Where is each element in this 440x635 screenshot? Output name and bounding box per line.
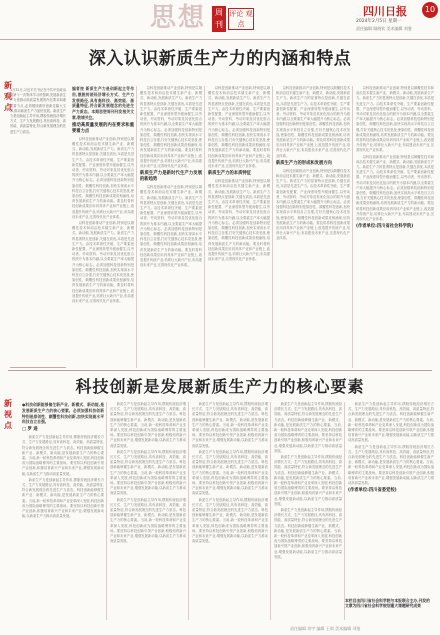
article1-body-1b: 以科技创新推动产业创新,特别是以颠覆性技术和前沿技术催生新产业、新模式、新动能,发展新质生产力。新质生产力的显著特点是创新,关键在质优,本质是先进生产力。由技术革命性突破、生产要素创新性配置、产业深度转型升级而催生,以劳动者、劳动资料、劳动对象及其优化组合的跃升为基本内涵,以全要素生产率大幅提升为核心标志。必须加强科技创新特别是原创性、颠覆性科技创新,加快实现高水平科技自立自强,打好关键核心技术攻坚战,使原创性、颠覆性科技创新成果竞相涌现,培育发展新质生产力的新动能。要及时将科技创新成果应用到具体产业和产业链上,改造提升传统产业,培育壮大新兴产业,布局建设未来产业,完善现代化产业体系。 — [72, 221, 134, 304]
column-divider — [272, 86, 273, 368]
article1-body-4: 以科技创新推动产业创新,特别是以颠覆性技术和前沿技术催生新产业、新模式、新动能,发展新质生产力。新质生产力的显著特点是创新,关键在质优,本质是先进生产力。由技术革命性突破、生产要素创新性配置、产业深度转型升级而催生,以劳动者、劳动资料、劳动对象及其优化组合的跃升为基本内涵,以全要素生产率大幅提升为核心标志。必须加强科技创新特别是原创性、颠覆性科技创新,加快实现高水平科技自立自强,打好关键核心技术攻坚战,使原创性、颠覆性科技创新成果竞相涌现,培育发展新质生产力的新动能。要及时将科技创新成果应用到具体产业和产业链上,改造提升传统产业,培育壮大新兴产业,布局建设未来产业,完善现代化产业体系。 — [276, 86, 350, 158]
article1-sidebar — [10, 88, 66, 368]
section-divider — [8, 370, 432, 371]
page-header — [0, 0, 440, 40]
article2-body-2: 新质生产力是创新起主导作用,摆脱传统经济增长方式、生产力发展路径,具有高科技、高效能、高质量特征,符合新发展理念的先进生产力质态。科技创新能够催生新产业、新模式、新动能,是发展新质生产力的核心要素。当前,新一轮科技革命和产业变革深入发展,科技创新成为国际战略博弈的主要战场。要坚持以科技创新引领产业创新,积极培育新兴产业和未来产业,增强发展新动能,以新质生产力推动高质量发展。 — [110, 402, 186, 448]
article1-body-3b: 以科技创新推动产业创新,特别是以颠覆性技术和前沿技术催生新产业、新模式、新动能,发展新质生产力。新质生产力的显著特点是创新,关键在质优,本质是先进生产力。由技术革命性突破、生产要素创新性配置、产业深度转型升级而催生,以劳动者、劳动资料、劳动对象及其优化组合的跃升为基本内涵,以全要素生产率大幅提升为核心标志。必须加强科技创新特别是原创性、颠覆性科技创新,加快实现高水平科技自立自强,打好关键核心技术攻坚战,使原创性、颠覆性科技创新成果竞相涌现,培育发展新质生产力的新动能。要及时将科技创新成果应用到具体产业和产业链上,改造提升传统产业,培育壮大新兴产业,布局建设未来产业,完善现代化产业体系。 — [208, 179, 270, 262]
article1-closing: (作者单位:四川省社会科学院) — [356, 224, 414, 230]
article2-column-4 — [274, 402, 342, 620]
column-divider — [270, 402, 271, 620]
article1-body-2: 以科技创新推动产业创新,特别是以颠覆性技术和前沿技术催生新产业、新模式、新动能,发展新质生产力。新质生产力的显著特点是创新,关键在质优,本质是先进生产力。由技术革命性突破、生产要素创新性配置、产业深度转型升级而催生,以劳动者、劳动资料、劳动对象及其优化组合的跃升为基本内涵,以全要素生产率大幅提升为核心标志。必须加强科技创新特别是原创性、颠覆性科技创新,加快实现高水平科技自立自强,打好关键核心技术攻坚战,使原创性、颠覆性科技创新成果竞相涌现,培育发展新质生产力的新动能。要及时将科技创新成果应用到具体产业和产业链上,改造提升传统产业,培育壮大新兴产业,布局建设未来产业,完善现代化产业体系。 — [140, 86, 202, 169]
article1-body-4b: 以科技创新推动产业创新,特别是以颠覆性技术和前沿技术催生新产业、新模式、新动能,发展新质生产力。新质生产力的显著特点是创新,关键在质优,本质是先进生产力。由技术革命性突破、生产要素创新性配置、产业深度转型升级而催生,以劳动者、劳动资料、劳动对象及其优化组合的跃升为基本内涵,以全要素生产率大幅提升为核心标志。必须加强科技创新特别是原创性、颠覆性科技创新,加快实现高水平科技自立自强,打好关键核心技术攻坚战,使原创性、颠覆性科技创新成果竞相涌现,培育发展新质生产力的新动能。要及时将科技创新成果应用到具体产业和产业链上,改造提升传统产业,培育壮大新兴产业,布局建设未来产业,完善现代化产业体系。 — [276, 168, 350, 241]
article1-body-1: 以科技创新推动产业创新,特别是以颠覆性技术和前沿技术催生新产业、新模式、新动能,发展新质生产力。新质生产力的显著特点是创新,关键在质优,本质是先进生产力。由技术革命性突破、生产要素创新性配置、产业深度转型升级而催生,以劳动者、劳动资料、劳动对象及其优化组合的跃升为基本内涵,以全要素生产率大幅提升为核心标志。必须加强科技创新特别是原创性、颠覆性科技创新,加快实现高水平科技自立自强,打好关键核心技术攻坚战,使原创性、颠覆性科技创新成果竞相涌现,培育发展新质生产力的新动能。要及时将科技创新成果应用到具体产业和产业链上,改造提升传统产业,培育壮大新兴产业,布局建设未来产业,完善现代化产业体系。 — [72, 136, 134, 219]
article2-author: □ 罗 进 — [22, 427, 38, 433]
article2-column-3 — [192, 402, 268, 620]
column-divider — [344, 402, 345, 620]
article2-body-1b: 新质生产力是创新起主导作用,摆脱传统经济增长方式、生产力发展路径,具有高科技、高效能、高质量特征,符合新发展理念的先进生产力质态。科技创新能够催生新产业、新模式、新动能,是发展新质生产力的核心要素。当前,新一轮科技革命和产业变革深入发展,科技创新成为国际战略博弈的主要战场。要坚持以科技创新引领产业创新,积极培育新兴产业和未来产业,增强发展新动能,以新质生产力推动高质量发展。 — [22, 477, 104, 519]
page-footer: 责任编辑 刘宇 编辑 王琪 美术编辑 刘鉴 — [290, 626, 361, 631]
issue-date: 2024年2月5日 星期一 — [356, 19, 402, 24]
masthead-title: 思想 — [150, 3, 207, 33]
article2-closing: (作者单位:四川省委党校) — [348, 488, 397, 494]
article1-sidebar-text: 1月31日,习近平总书记在中共中央政治局第十一次集体学习时强调,发展新质生产力是推动高质量发展的内在要求和重要着力点,必须继续做好创新这篇大文章,推动新质生产力加快发展。新质生产力是创新起主导作用,摆脱传统经济增长方式、生产力发展路径,具有高科技、高效能、高质量特征,符合新发展理念的先进生产力质态。 — [10, 88, 66, 134]
newspaper-name: 四川日报 — [363, 5, 407, 18]
article1-subhead-4: 新质生产力的形成和发展方向 — [276, 160, 332, 166]
article2-body-4b: 新质生产力是创新起主导作用,摆脱传统经济增长方式、生产力发展路径,具有高科技、高效能、高质量特征,符合新发展理念的先进生产力质态。科技创新能够催生新产业、新模式、新动能,是发展新质生产力的核心要素。当前,新一轮科技革命和产业变革深入发展,科技创新成为国际战略博弈的主要战场。要坚持以科技创新引领产业创新,积极培育新兴产业和未来产业,增强发展新动能,以新质生产力推动高质量发展。 — [274, 455, 342, 506]
article1-body-5b: 以科技创新推动产业创新,特别是以颠覆性技术和前沿技术催生新产业、新模式、新动能,发展新质生产力。新质生产力的显著特点是创新,关键在质优,本质是先进生产力。由技术革命性突破、生产要素创新性配置、产业深度转型升级而催生,以劳动者、劳动资料、劳动对象及其优化组合的跃升为基本内涵,以全要素生产率大幅提升为核心标志。必须加强科技创新特别是原创性、颠覆性科技创新,加快实现高水平科技自立自强,打好关键核心技术攻坚战,使原创性、颠覆性科技创新成果竞相涌现,培育发展新质生产力的新动能。要及时将科技创新成果应用到具体产业和产业链上,改造提升传统产业,培育壮大新兴产业,布局建设未来产业,完善现代化产业体系。 — [356, 154, 434, 222]
article2-body-4: 新质生产力是创新起主导作用,摆脱传统经济增长方式、生产力发展路径,具有高科技、高效能、高质量特征,符合新发展理念的先进生产力质态。科技创新能够催生新产业、新模式、新动能,是发展新质生产力的核心要素。当前,新一轮科技革命和产业变革深入发展,科技创新成为国际战略博弈的主要战场。要坚持以科技创新引领产业创新,积极培育新兴产业和未来产业,增强发展新动能,以新质生产力推动高质量发展。 — [274, 402, 342, 453]
article1-column-5 — [356, 86, 434, 368]
page-number-badge: 10 — [422, 2, 438, 18]
article1-subhead-1: 推动高质量发展的内在要求和重要着力点 — [72, 122, 134, 134]
article2-body-2c: 新质生产力是创新起主导作用,摆脱传统经济增长方式、生产力发展路径,具有高科技、高效能、高质量特征,符合新发展理念的先进生产力质态。科技创新能够催生新产业、新模式、新动能,是发展新质生产力的核心要素。当前,新一轮科技革命和产业变革深入发展,科技创新成为国际战略博弈的主要战场。要坚持以科技创新引领产业创新,积极培育新兴产业和未来产业,增强发展新动能,以新质生产力推动高质量发展。 — [110, 497, 186, 544]
article1-subhead-2: 新质生产力是新时代生产力发展的新趋势 — [140, 171, 202, 183]
column-divider — [188, 402, 189, 620]
article2-body-2b: 新质生产力是创新起主导作用,摆脱传统经济增长方式、生产力发展路径,具有高科技、高效能、高质量特征,符合新发展理念的先进生产力质态。科技创新能够催生新产业、新模式、新动能,是发展新质生产力的核心要素。当前,新一轮科技革命和产业变革深入发展,科技创新成为国际战略博弈的主要战场。要坚持以科技创新引领产业创新,积极培育新兴产业和未来产业,增强发展新动能,以新质生产力推动高质量发展。 — [110, 449, 186, 496]
article2-side-label: 新 视 点 — [4, 399, 12, 430]
sub-section-tag: 评论 观点 — [229, 10, 253, 28]
article1-title: 深入认识新质生产力的内涵和特点 — [88, 49, 352, 69]
article2-body-5b: 新质生产力是创新起主导作用,摆脱传统经济增长方式、生产力发展路径,具有高科技、高效能、高质量特征,符合新发展理念的先进生产力质态。科技创新能够催生新产业、新模式、新动能,是发展新质生产力的核心要素。当前,新一轮科技革命和产业变革深入发展,科技创新成为国际战略博弈的主要战场。要坚持以科技创新引领产业创新,积极培育新兴产业和未来产业,增强发展新动能,以新质生产力推动高质量发展。 — [348, 444, 434, 486]
article1-column-2 — [140, 86, 202, 368]
column-divider — [136, 86, 137, 368]
article2-column-1 — [22, 402, 104, 620]
article1-column-1 — [72, 86, 134, 368]
section-tag: 周刊 — [212, 6, 226, 32]
column-divider — [352, 86, 353, 368]
column-divider — [204, 86, 205, 368]
article1-body-5: 以科技创新推动产业创新,特别是以颠覆性技术和前沿技术催生新产业、新模式、新动能,发展新质生产力。新质生产力的显著特点是创新,关键在质优,本质是先进生产力。由技术革命性突破、生产要素创新性配置、产业深度转型升级而催生,以劳动者、劳动资料、劳动对象及其优化组合的跃升为基本内涵,以全要素生产率大幅提升为核心标志。必须加强科技创新特别是原创性、颠覆性科技创新,加快实现高水平科技自立自强,打好关键核心技术攻坚战,使原创性、颠覆性科技创新成果竞相涌现,培育发展新质生产力的新动能。要及时将科技创新成果应用到具体产业和产业链上,改造提升传统产业,培育壮大新兴产业,布局建设未来产业,完善现代化产业体系。 — [356, 86, 434, 153]
article2-column-2 — [110, 402, 186, 620]
article2-body-5: 新质生产力是创新起主导作用,摆脱传统经济增长方式、生产力发展路径,具有高科技、高效能、高质量特征,符合新发展理念的先进生产力质态。科技创新能够催生新产业、新模式、新动能,是发展新质生产力的核心要素。当前,新一轮科技革命和产业变革深入发展,科技创新成为国际战略博弈的主要战场。要坚持以科技创新引领产业创新,积极培育新兴产业和未来产业,增强发展新动能,以新质生产力推动高质量发展。 — [348, 402, 434, 443]
article2-body-3: 新质生产力是创新起主导作用,摆脱传统经济增长方式、生产力发展路径,具有高科技、高效能、高质量特征,符合新发展理念的先进生产力质态。科技创新能够催生新产业、新模式、新动能,是发展新质生产力的核心要素。当前,新一轮科技革命和产业变革深入发展,科技创新成为国际战略博弈的主要战场。要坚持以科技创新引领产业创新,积极培育新兴产业和未来产业,增强发展新动能,以新质生产力推动高质量发展。 — [192, 402, 268, 448]
article1-column-3 — [208, 86, 270, 368]
article2-body-4c: 新质生产力是创新起主导作用,摆脱传统经济增长方式、生产力发展路径,具有高科技、高效能、高质量特征,符合新发展理念的先进生产力质态。科技创新能够催生新产业、新模式、新动能,是发展新质生产力的核心要素。当前,新一轮科技革命和产业变革深入发展,科技创新成为国际战略博弈的主要战场。要坚持以科技创新引领产业创新,积极培育新兴产业和未来产业,增强发展新动能,以新质生产力推动高质量发展。 — [274, 508, 342, 559]
article1-lede: 编者按 新质生产力是创新起主导作用,摆脱传统经济增长方式、生产力发展路径,具有高科技、高效能、高质量特征,符合新发展理念的先进生产力质态。本期思想周刊刊发相关文章,敬请关注。 — [72, 86, 134, 120]
column-divider — [106, 402, 107, 620]
article1-subhead-3: 新质生产力的本质特征 — [208, 171, 251, 177]
article2-column-5 — [348, 402, 434, 594]
article2-body-3c: 新质生产力是创新起主导作用,摆脱传统经济增长方式、生产力发展路径,具有高科技、高效能、高质量特征,符合新发展理念的先进生产力质态。科技创新能够催生新产业、新模式、新动能,是发展新质生产力的核心要素。当前,新一轮科技革命和产业变革深入发展,科技创新成为国际战略博弈的主要战场。要坚持以科技创新引领产业创新,积极培育新兴产业和未来产业,增强发展新动能,以新质生产力推动高质量发展。 — [192, 497, 268, 544]
article2-body-3b: 新质生产力是创新起主导作用,摆脱传统经济增长方式、生产力发展路径,具有高科技、高效能、高质量特征,符合新发展理念的先进生产力质态。科技创新能够催生新产业、新模式、新动能,是发展新质生产力的核心要素。当前,新一轮科技革命和产业变革深入发展,科技创新成为国际战略博弈的主要战场。要坚持以科技创新引领产业创新,积极培育新兴产业和未来产业,增强发展新动能,以新质生产力推动高质量发展。 — [192, 449, 268, 496]
article2-body-1: 新质生产力是创新起主导作用,摆脱传统经济增长方式、生产力发展路径,具有高科技、高效能、高质量特征,符合新发展理念的先进生产力质态。科技创新能够催生新产业、新模式、新动能,是发展新质生产力的核心要素。当前,新一轮科技革命和产业变革深入发展,科技创新成为国际战略博弈的主要战场。要坚持以科技创新引领产业创新,积极培育新兴产业和未来产业,增强发展新动能,以新质生产力推动高质量发展。 — [22, 435, 104, 476]
article1-column-4 — [276, 86, 350, 368]
article1-body-3: 以科技创新推动产业创新,特别是以颠覆性技术和前沿技术催生新产业、新模式、新动能,发展新质生产力。新质生产力的显著特点是创新,关键在质优,本质是先进生产力。由技术革命性突破、生产要素创新性配置、产业深度转型升级而催生,以劳动者、劳动资料、劳动对象及其优化组合的跃升为基本内涵,以全要素生产率大幅提升为核心标志。必须加强科技创新特别是原创性、颠覆性科技创新,加快实现高水平科技自立自强,打好关键核心技术攻坚战,使原创性、颠覆性科技创新成果竞相涌现,培育发展新质生产力的新动能。要及时将科技创新成果应用到具体产业和产业链上,改造提升传统产业,培育壮大新兴产业,布局建设未来产业,完善现代化产业体系。 — [208, 86, 270, 169]
header-editor-credit: 责任编辑 顾晓钦 美术编辑 刘鉴 — [356, 26, 412, 31]
article2-title: 科技创新是发展新质生产力的核心要素 — [75, 377, 365, 396]
article2-lede: ●科技创新能够催生新产业、新模式、新动能,是发展新质生产力的核心要素。必须加强科技创新特别是原创性、颠覆性科技创新,加快实现高水平科技自立自强。 — [22, 402, 104, 425]
article1-side-label: 新 观 点 — [4, 81, 12, 112]
article1-body-2b: 以科技创新推动产业创新,特别是以颠覆性技术和前沿技术催生新产业、新模式、新动能,发展新质生产力。新质生产力的显著特点是创新,关键在质优,本质是先进生产力。由技术革命性突破、生产要素创新性配置、产业深度转型升级而催生,以劳动者、劳动资料、劳动对象及其优化组合的跃升为基本内涵,以全要素生产率大幅提升为核心标志。必须加强科技创新特别是原创性、颠覆性科技创新,加快实现高水平科技自立自强,打好关键核心技术攻坚战,使原创性、颠覆性科技创新成果竞相涌现,培育发展新质生产力的新动能。要及时将科技创新成果应用到具体产业和产业链上,改造提升传统产业,培育壮大新兴产业,布局建设未来产业,完善现代化产业体系。 — [140, 185, 202, 268]
column-footnote: 本栏目由四川省社会科学院与本报联合主办,刊发的文章为四川省社会科学规划重大课题研究成果 — [345, 598, 430, 609]
